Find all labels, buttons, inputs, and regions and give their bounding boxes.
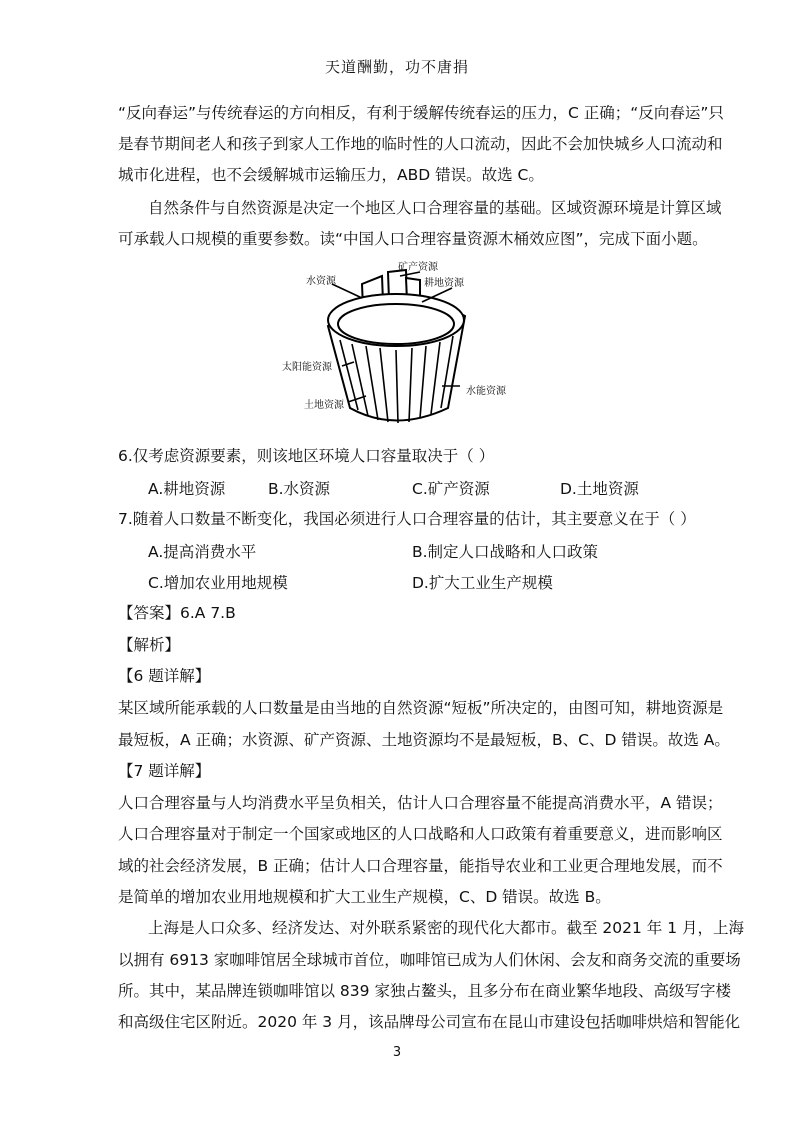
- label-solar-resource: 太阳能资源: [282, 362, 332, 373]
- answer-line: 【答案】6.A 7.B: [118, 604, 236, 622]
- paragraph-line: 人口合理容量与人均消费水平呈负相关，估计人口合理容量不能提高消费水平，A 错误；: [118, 794, 723, 812]
- paragraph-line: “反向春运”与传统春运的方向相反，有利于缓解传统春运的压力，C 正确；“反向春运”只: [118, 104, 724, 122]
- q6-option-b: B.水资源: [268, 480, 331, 498]
- paragraph-line: 和高级住宅区附近。2020 年 3 月，该品牌母公司宣布在昆山市建设包括咖啡烘焙和智能化: [118, 1013, 741, 1031]
- q6-option-c: C.矿产资源: [412, 480, 490, 498]
- q6-option-a: A.耕地资源: [148, 480, 226, 498]
- paragraph-line: 域的社会经济发展，B 正确；估计人口合理容量，能指导农业和工业更合理地发展，而不: [118, 857, 723, 875]
- page-header: 天道酬勤，功不唐捐: [324, 58, 469, 76]
- paragraph-line: 可承载人口规模的重要参数。读“中国人口合理容量资源木桶效应图”，完成下面小题。: [118, 230, 708, 248]
- paragraph-line: 是简单的增加农业用地规模和扩大工业生产规模，C、D 错误。故选 B。: [118, 888, 611, 906]
- label-mineral-resource: 矿产资源: [398, 262, 438, 273]
- q7-option-c: C.增加农业用地规模: [148, 574, 288, 592]
- paragraph-line: 最短板，A 正确；水资源、矿产资源、土地资源均不是最短板，B、C、D 错误。故选 A。: [118, 731, 730, 749]
- label-land-resource: 土地资源: [304, 400, 344, 411]
- paragraph-line: 人口合理容量对于制定一个国家或地区的人口战略和人口政策有着重要意义，进而影响区: [118, 825, 723, 843]
- detail-6-title: 【6 题详解】: [118, 667, 211, 685]
- question-6-stem: 6.仅考虑资源要素，则该地区环境人口容量取决于（ ）: [118, 447, 495, 465]
- paragraph-line: 城市化进程，也不会缓解城市运输压力，ABD 错误。故选 C。: [118, 166, 544, 184]
- question-7-stem: 7.随着人口数量不断变化，我国必须进行人口合理容量的估计，其主要意义在于（ ）: [118, 510, 696, 528]
- q7-option-d: D.扩大工业生产规模: [412, 574, 553, 592]
- paragraph-line: 以拥有 6913 家咖啡馆居全球城市首位，咖啡馆已成为人们休闲、会友和商务交流的重要场: [118, 951, 741, 969]
- barrel-illustration: [270, 258, 520, 428]
- label-hydro-resource: 水能资源: [466, 386, 506, 397]
- label-water-resource: 水资源: [306, 276, 336, 287]
- label-arable-resource: 耕地资源: [424, 278, 464, 289]
- barrel-figure: [270, 258, 520, 428]
- q7-option-b: B.制定人口战略和人口政策: [412, 543, 599, 561]
- page-number: 3: [392, 1045, 402, 1060]
- q7-option-a: A.提高消费水平: [148, 543, 257, 561]
- paragraph-line: 自然条件与自然资源是决定一个地区人口合理容量的基础。区域资源环境是计算区域: [148, 199, 722, 217]
- paragraph-line: 所。其中，某品牌连锁咖啡馆以 839 家独占鳌头，且多分布在商业繁华地段、高级写字楼: [118, 982, 731, 1000]
- q6-option-d: D.土地资源: [560, 480, 639, 498]
- paragraph-line: 是春节期间老人和孩子到家人工作地的临时性的人口流动，因此不会加快城乡人口流动和: [118, 135, 723, 153]
- paragraph-line: 上海是人口众多、经济发达、对外联系紧密的现代化大都市。截至 2021 年 1 月，上海: [148, 919, 745, 937]
- paragraph-line: 某区域所能承载的人口数量是由当地的自然资源“短板”所决定的，由图可知，耕地资源是: [118, 699, 724, 717]
- analysis-heading: 【解析】: [118, 636, 181, 654]
- detail-7-title: 【7 题详解】: [118, 762, 211, 780]
